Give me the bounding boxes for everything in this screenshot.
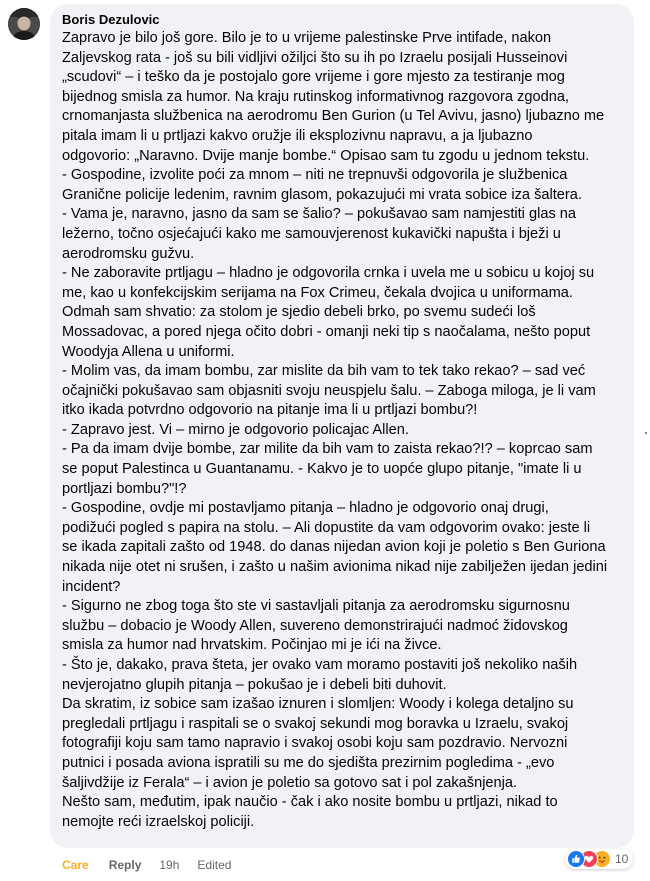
comment-bubble	[50, 4, 634, 848]
comment-text-line: me, kao u konfekcijskim serijama na Fox Crimeu, čekala dvojica u uniformama.	[62, 284, 573, 301]
comment-text-line: Mossadovac, a pored njega očito dobri - omanji neki tip s naočalama, nešto poput	[62, 323, 591, 340]
care-reaction-button[interactable]: Care	[62, 858, 89, 872]
comment-text-line: pregledali prtljagu i raspitali se o svakoj sekundi mog boravka u Izraelu, svakoj	[62, 715, 569, 732]
comment-text	[62, 29, 622, 832]
comment-text-line: Da skratim, iz sobice sam izašao iznuren i slomljen: Woody i kolega detaljno su	[62, 696, 574, 713]
comment-text-line: - Pa da imam dvije bombe, zar milite da bih vam to zaista rekao?!? – koprcao sam	[62, 441, 593, 458]
comment-text-line: se poput Palestinca u Guantanamu. - Kakvo je to uopće glupo pitanje, "imate li u	[62, 461, 582, 478]
scroll-indicator-dot	[645, 432, 647, 434]
comment-timestamp[interactable]: 19h	[159, 858, 180, 872]
comment-text-line: putnici i posada aviona ispratili su me do sjedišta prezirnim pogledima - „evo	[62, 754, 555, 771]
comment-text-line: - Vama je, naravno, jasno da sam se šalio? – pokušavao sam namjestiti glas na	[62, 206, 577, 223]
comment-author[interactable]: Boris Dezulovic	[62, 12, 160, 27]
comment-text-line: fotografiji koju sam tamo napravio i svakoj osobi koju sam pozdravio. Nervozni	[62, 735, 568, 752]
comment-text-line: službu – dobacio je Woody Allen, suvereno demonstrirajući nadmoć židovskog	[62, 617, 568, 634]
reactions-summary[interactable]	[565, 849, 633, 869]
comment-text-line: aerodromsku gužvu.	[62, 245, 195, 262]
reaction-count: 10	[615, 852, 629, 866]
reply-button[interactable]: Reply	[108, 858, 142, 872]
comment-text-line: ležerno, točno osjećajući kako me samouvjerenost kukavički napušta i bježi u	[62, 225, 561, 242]
comment-text-line: Nešto sam, međutim, ipak naučio - čak i ako nosite bombu u prtljazi, nikad to	[62, 794, 558, 811]
comment-text-line: smisla za humor nad hrvatskim. Počinjao mi je ići na živce.	[62, 637, 442, 654]
comment-text-line: portljazi bombu?"!?	[62, 480, 187, 497]
comment-text-line: - Gospodine, ovdje mi postavljamo pitanja – hladno je odgovorio onaj drugi,	[62, 500, 549, 517]
comment-text-line: Zaljevskog rata - još su bili vidljivi ožiljci što su ih po Izraelu posijali Husseinovi	[62, 49, 568, 66]
edited-label[interactable]: Edited	[197, 858, 232, 872]
comment-text-line: „scudovi“ – i teško da je postojalo gore vrijeme i gore mjesto za testiranje mog	[62, 69, 565, 86]
comment-text-line: nevjerojatno glupih pitanja – pokušao je i debeli biti duhovit.	[62, 676, 447, 693]
comment-text-line: itko ikada potvrdno odgovorio na pitanje ima li u prtljazi bombu?!	[62, 402, 478, 419]
comment-text-line: pitala imam li u prtljazi kakvo oružje ili eksplozivnu napravu, a ja ljubazno	[62, 127, 533, 144]
comment-actions	[62, 857, 231, 873]
comment-text-line: - Gospodine, izvolite poći za mnom – niti ne trepnuvši odgovorila je službenica	[62, 167, 568, 184]
comment-text-line: nikada nije otet ni srušen, i zašto u našim avionima nikad nije zabilježen ijedan jedini	[62, 559, 608, 576]
comment-text-line: - Zapravo jest. Vi – mirno je odgovorio policajac Allen.	[62, 421, 409, 438]
comment-text-line: bijednog smisla za humor. Na kraju rutinskog informativnog razgovora zgodna,	[62, 88, 569, 105]
comment-text-line: crnomanjasta službenica na aerodromu Ben Gurion (u Tel Avivu, jasno) ljubazno me	[62, 108, 605, 125]
comment-text-line: šaljivdžije iz Ferala“ – i avion je poletio sa gotovo sat i pol zakašnjenja.	[62, 774, 518, 791]
comment-text-line: očajnički pokušavao sam objasniti svoju neuspjelu šalu. – Zaboga miloga, je li vam	[62, 382, 596, 399]
comment-text-line: - Što je, dakako, prava šteta, jer ovako vam moramo postaviti još nekoliko naših	[62, 657, 578, 673]
comment-text-line: - Molim vas, da imam bombu, zar mislite da bih vam to tek tako rekao? – sad već	[62, 363, 586, 380]
comment-text-line: Granične policije ledenim, ravnim glasom, pokazujući mi vrata sobice iza šaltera.	[62, 186, 582, 203]
comment-text-line: odgovorio: „Naravno. Dvije manje bombe.“ Opisao sam tu zgodu u jednom tekstu.	[62, 147, 590, 164]
comment-text-line: - Ne zaboravite prtljagu – hladno je odgovorila crnka i uvela me u sobicu u kojoj su	[62, 265, 595, 282]
comment-text-line: Odmah sam shvatio: za stolom je sjedio debeli brko, po svemu sudeći loš	[62, 304, 536, 321]
comment-text-line: podižući pogled s papira na stolu. – Ali dopustite da vam odgovorim ovako: jeste li	[62, 519, 591, 536]
comment-text-line: nemojte reći izraelskoj policiji.	[62, 813, 255, 830]
comment-text-line: Woodyja Allena u uniformi.	[62, 343, 235, 360]
avatar[interactable]	[8, 8, 40, 40]
comment-text-line: Zapravo je bilo još gore. Bilo je to u vrijeme palestinske Prve intifade, nakon	[62, 30, 552, 46]
comment-text-line: - Sigurno ne zbog toga što ste vi sastavljali pitanja za aerodromsku sigurnosnu	[62, 598, 570, 615]
like-icon	[567, 850, 585, 868]
comment-text-line: se ikada zapitali zašto od 1948. do danas nijedan avion koji je poletio s Ben Guriona	[62, 539, 606, 556]
comment-text-line: incident?	[62, 578, 121, 595]
